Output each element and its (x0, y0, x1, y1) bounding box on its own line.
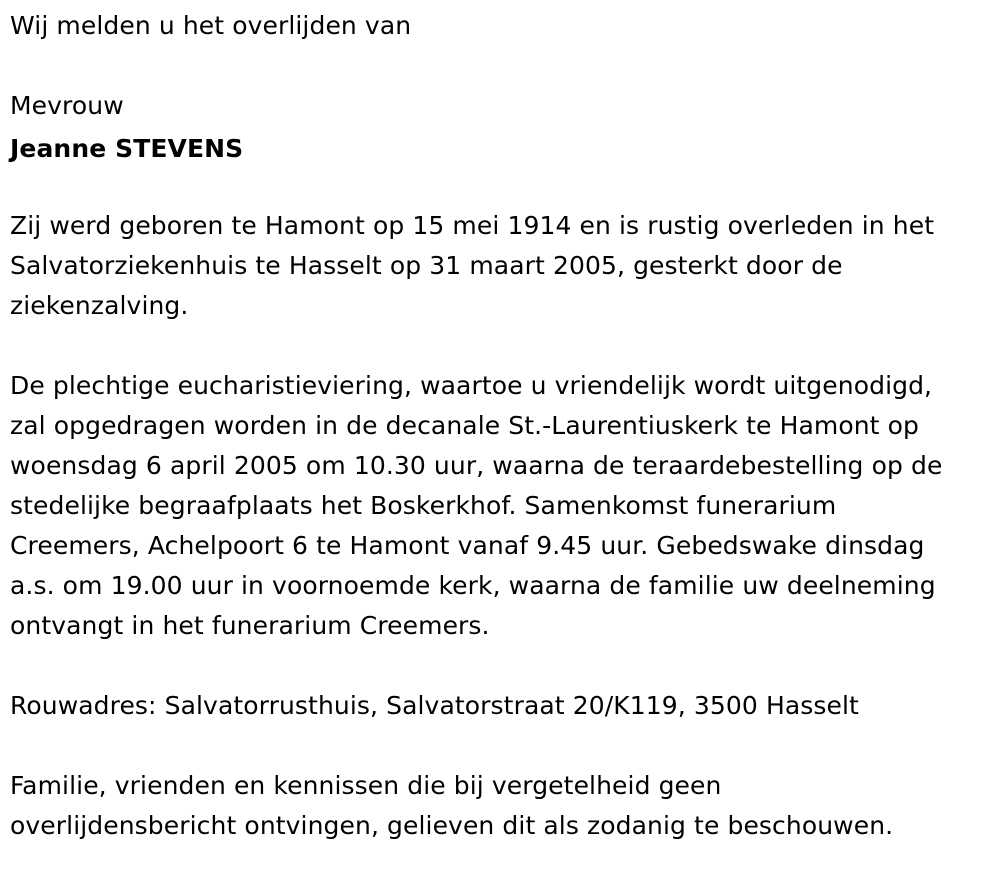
obituary-notice (10, 6, 995, 846)
paragraph-line: ontvangt in het funerarium Creemers. (10, 611, 490, 640)
paragraph-line: Familie, vrienden en kennissen die bij vergetelheid geen (10, 771, 722, 800)
paragraph-line: Zij werd geboren te Hamont op 15 mei 1914 en is rustig overleden in het (10, 211, 935, 240)
ceremony-paragraph (10, 366, 995, 646)
spacer (10, 646, 995, 686)
closing-paragraph (10, 766, 995, 846)
paragraph-line: zal opgedragen worden in de decanale St.-Laurentiuskerk te Hamont op (10, 411, 919, 440)
deceased-name: Jeanne STEVENS (10, 134, 244, 163)
birth-death-paragraph (10, 206, 995, 326)
salutation: Mevrouw (10, 91, 124, 120)
paragraph-line: ziekenzalving. (10, 291, 189, 320)
spacer (10, 172, 995, 206)
paragraph-line: De plechtige eucharistieviering, waartoe u vriendelijk wordt uitgenodigd, (10, 371, 933, 400)
spacer (10, 726, 995, 766)
paragraph-line: Creemers, Achelpoort 6 te Hamont vanaf 9.45 uur. Gebedswake dinsdag (10, 531, 925, 560)
paragraph-line: stedelijke begraafplaats het Boskerkhof. Samenkomst funerarium (10, 491, 837, 520)
spacer (10, 326, 995, 366)
paragraph-line: overlijdensbericht ontvingen, gelieven dit als zodanig te beschouwen. (10, 811, 894, 840)
mourning-address: Rouwadres: Salvatorrusthuis, Salvatorstraat 20/K119, 3500 Hasselt (10, 691, 859, 720)
paragraph-line: woensdag 6 april 2005 om 10.30 uur, waarna de teraardebestelling op de (10, 451, 943, 480)
paragraph-line: a.s. om 19.00 uur in voornoemde kerk, waarna de familie uw deelneming (10, 571, 936, 600)
paragraph-line: Salvatorziekenhuis te Hasselt op 31 maart 2005, gesterkt door de (10, 251, 843, 280)
spacer (10, 46, 995, 86)
intro-line: Wij melden u het overlijden van (10, 11, 412, 40)
